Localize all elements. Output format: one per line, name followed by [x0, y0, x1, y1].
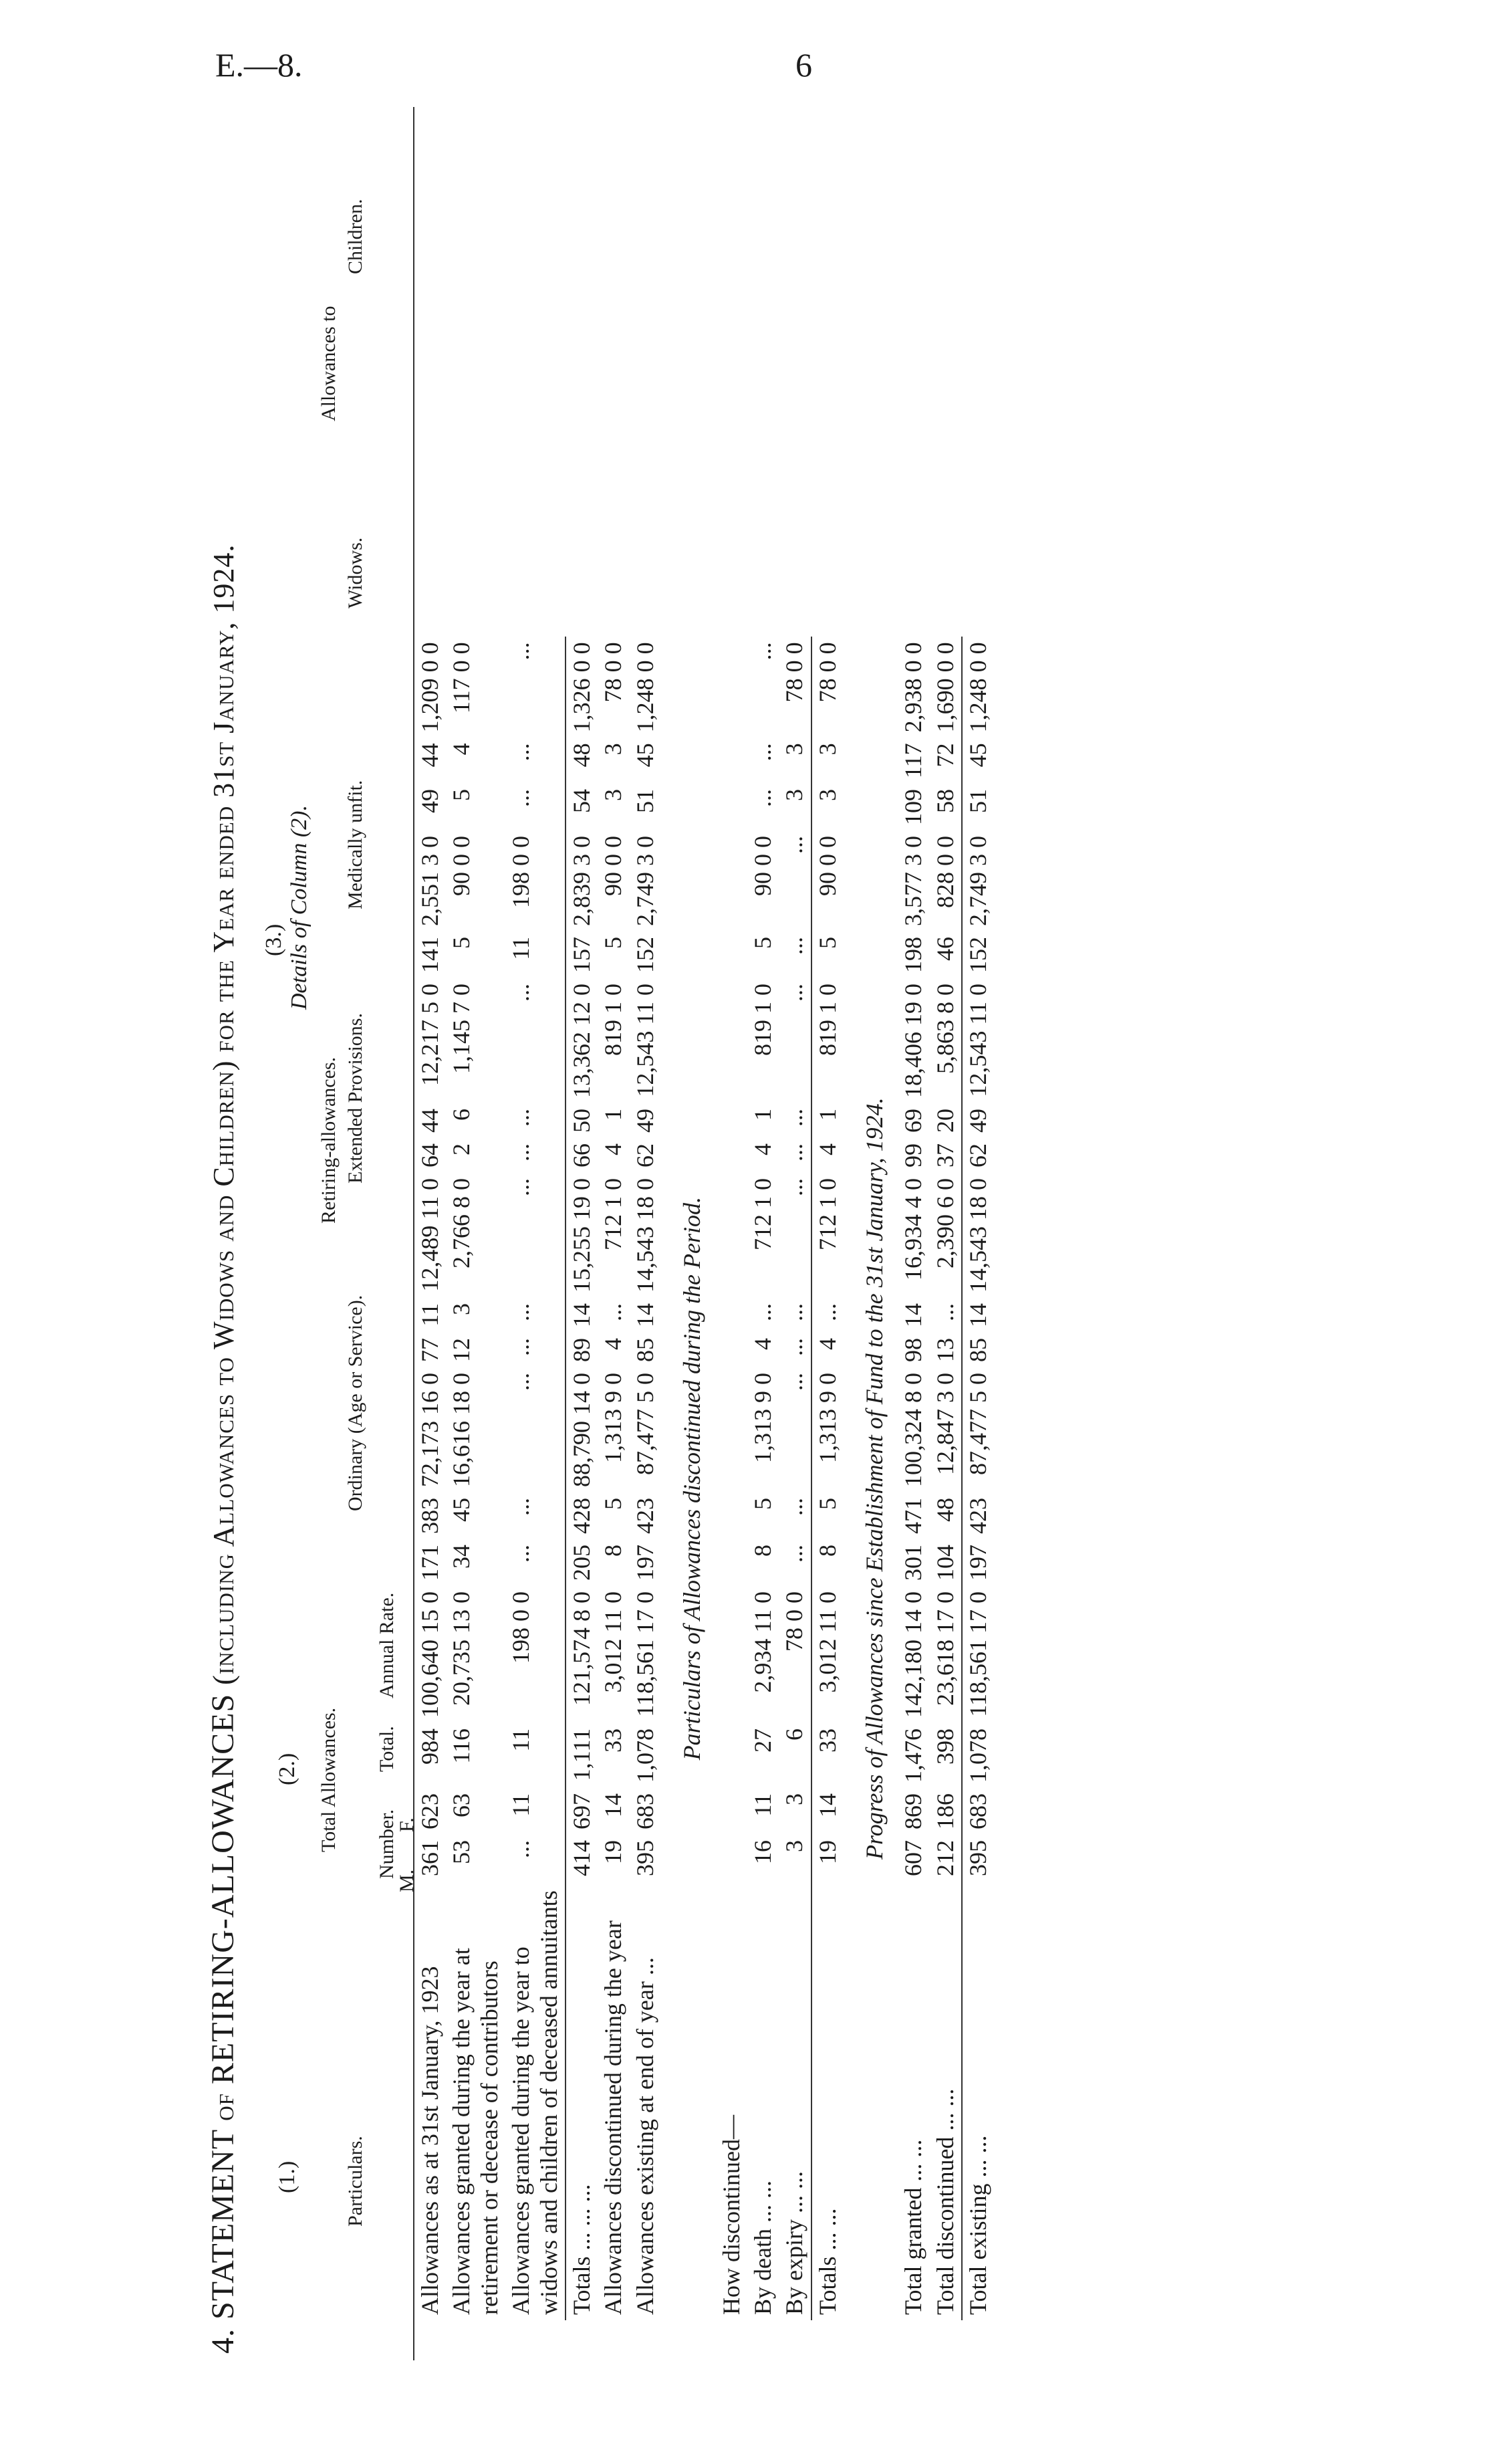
table-cell: 14: [631, 1303, 658, 1327]
table-cell: ...: [931, 1303, 959, 1321]
table-cell: ...: [749, 743, 776, 762]
table-cell: 869: [900, 1793, 927, 1829]
column-number-2: (2.): [275, 1753, 299, 1785]
table-row: [630, 637, 661, 2320]
table-cell: 49: [962, 1103, 994, 1138]
table-cell: ...: [781, 937, 808, 955]
table-cell: 99: [900, 1143, 927, 1167]
table-cell: ...: [749, 1303, 776, 1321]
table-cell: 1,313 9 0: [811, 1367, 844, 1492]
table-row: [505, 637, 566, 2320]
discontinued-heading: Particulars of Allowances discontinued during the Period.: [678, 1197, 706, 1761]
table-row: [930, 637, 962, 2320]
table-cell: 12,217 5 0: [416, 984, 443, 1086]
table-cell: 2,766 8 0: [448, 1178, 475, 1268]
table-cell: ...: [781, 984, 808, 1002]
table-cell: ...: [507, 1338, 535, 1356]
table-cell: 78 0 0: [781, 642, 808, 703]
table-cell: 4: [811, 1138, 844, 1173]
table-cell: 3: [781, 789, 808, 801]
table-cell: 87,477 5 0: [962, 1367, 994, 1492]
table-cell: 62: [631, 1143, 658, 1167]
table-cell: 69: [900, 1109, 927, 1133]
table-cell: 118,561 17 0: [631, 1591, 658, 1717]
table-cell: 1,248 0 0: [631, 642, 658, 733]
table-cell: 90 0 0: [811, 830, 844, 931]
table-cell: 142,180 14 0: [900, 1591, 927, 1718]
table-cell: 1: [600, 1109, 627, 1121]
table-cell: 100,640 15 0: [416, 1591, 443, 1718]
table-cell: ...: [781, 1498, 808, 1516]
table-cell: ...: [507, 743, 535, 762]
table-cell: 49: [631, 1109, 658, 1133]
table-cell: 117 0 0: [448, 642, 475, 713]
table-row: [598, 637, 629, 2320]
table-cell: 697: [566, 1788, 598, 1835]
table-cell: 4: [749, 1338, 776, 1350]
table-cell: 3: [811, 738, 844, 784]
table-cell: 1,078: [631, 1728, 658, 1783]
table-cell: 89: [566, 1333, 598, 1367]
table-cell: 14: [811, 1788, 844, 1835]
table-cell: 5: [749, 937, 776, 949]
table-cell: 3: [781, 1840, 808, 1852]
table-cell: 12,543 11 0: [962, 978, 994, 1103]
table-cell: 141: [416, 937, 443, 973]
table-row: [898, 637, 929, 2320]
table-cell: 13,362 12 0: [566, 978, 598, 1103]
table-cell: 121,574 8 0: [566, 1586, 598, 1723]
table-cell: 118,561 17 0: [962, 1586, 994, 1723]
table-cell: 45: [448, 1498, 475, 1522]
table-cell: 198 0 0: [507, 836, 535, 908]
total-header: Total.: [376, 1726, 398, 1772]
table-cell: ...: [507, 1840, 535, 1858]
table-cell: 98: [900, 1338, 927, 1362]
row-label: Allowances granted during the year to widows and children of deceased annuitants: [507, 1890, 562, 2315]
table-cell: 395: [631, 1840, 658, 1876]
table-cell: 1: [749, 1109, 776, 1121]
table-cell: 1,248 0 0: [962, 637, 994, 738]
table-cell: 11: [416, 1303, 443, 1327]
table-cell: ...: [600, 1303, 627, 1321]
table-cell: 2,390 6 0: [931, 1178, 959, 1268]
table-cell: 64: [416, 1143, 443, 1167]
table-cell: 6: [448, 1109, 475, 1121]
allowances-to-header: Allowances to: [318, 306, 340, 421]
table-cell: 3: [781, 1793, 808, 1805]
table-cell: 3,012 11 0: [600, 1591, 627, 1693]
row-label: Allowances discontinued during the year: [600, 1920, 627, 2315]
row-label: Total discontinued ... ...: [931, 2088, 959, 2315]
row-label: Totals ... ... ...: [566, 1882, 598, 2320]
table-row: [779, 637, 811, 2320]
table-cell: 186: [931, 1793, 959, 1829]
table-cell: 53: [448, 1840, 475, 1864]
retiring-allowances-header: Retiring-allowances.: [318, 1056, 340, 1224]
table-cell: ...: [507, 1143, 535, 1161]
table-cell: 1,209 0 0: [416, 642, 443, 733]
f-header: F.: [396, 1817, 418, 1832]
table-cell: 12,489 11 0: [416, 1178, 443, 1292]
table-cell: 11: [507, 1793, 535, 1817]
table-cell: 423: [962, 1492, 994, 1539]
table-cell: 117: [900, 743, 927, 778]
table-cell: 3: [781, 743, 808, 756]
table-cell: 152: [962, 931, 994, 978]
table-row: [747, 637, 779, 2320]
page-number: 6: [795, 46, 812, 84]
column-number-1: (1.): [275, 2160, 299, 2193]
table-cell: 197: [631, 1545, 658, 1581]
table-cell: 1,111: [566, 1723, 598, 1788]
table-cell: 16,934 4 0: [900, 1178, 927, 1280]
table-cell: 5: [600, 1498, 627, 1510]
table-cell: 62: [962, 1138, 994, 1173]
table-cell: ...: [507, 789, 535, 807]
table-cell: 11: [507, 1728, 535, 1752]
table-cell: 3: [811, 784, 844, 830]
table-cell: ...: [507, 642, 535, 661]
table-cell: 37: [931, 1143, 959, 1167]
table-cell: 12: [448, 1338, 475, 1362]
table-cell: 5: [811, 1492, 844, 1539]
table-cell: ...: [811, 1298, 844, 1333]
table-cell: 683: [962, 1788, 994, 1835]
table-cell: 11: [507, 937, 535, 960]
table-cell: ...: [749, 642, 776, 661]
table-cell: 5: [600, 937, 627, 949]
table-cell: 14,543 18 0: [631, 1178, 658, 1293]
table-row: [446, 637, 505, 2320]
progress-heading: Progress of Allowances since Establishment of Fund to the 31st January, 1924.: [861, 1097, 888, 1860]
table-cell: 3: [600, 789, 627, 801]
table-cell: 819 1 0: [600, 984, 627, 1056]
how-discontinued-label: How discontinued—: [717, 2115, 745, 2315]
table-cell: 5: [811, 931, 844, 978]
table-cell: 1,313 9 0: [749, 1373, 776, 1463]
table-cell: ...: [781, 1338, 808, 1356]
table-cell: 11: [749, 1793, 776, 1817]
table-cell: 78 0 0: [781, 1591, 808, 1652]
widows-header: Widows.: [344, 537, 366, 608]
table-cell: 13: [931, 1338, 959, 1362]
table-cell: ...: [507, 1178, 535, 1196]
table-cell: 198: [900, 937, 927, 973]
table-cell: 4: [600, 1143, 627, 1155]
table-cell: 2: [448, 1143, 475, 1155]
table-cell: 3,012 11 0: [811, 1586, 844, 1723]
table-cell: 12,847 3 0: [931, 1373, 959, 1475]
row-label: Allowances as at 31st January, 1923: [416, 1966, 443, 2315]
table-cell: 428: [566, 1492, 598, 1539]
table-cell: 34: [448, 1545, 475, 1569]
table-cell: 54: [566, 784, 598, 830]
table-total-row: [566, 637, 598, 2320]
table-cell: 44: [416, 1109, 443, 1133]
table-cell: ...: [507, 984, 535, 1002]
table-cell: 14,543 18 0: [962, 1173, 994, 1298]
table-cell: 87,477 5 0: [631, 1373, 658, 1475]
table-cell: 398: [931, 1728, 959, 1765]
table-cell: 712 1 0: [749, 1178, 776, 1250]
annual-rate-header: Annual Rate.: [376, 1592, 398, 1698]
number-header: Number.: [376, 1809, 398, 1879]
table-cell: 100,324 8 0: [900, 1373, 927, 1487]
table-cell: 1,326 0 0: [566, 637, 598, 738]
particulars-header: Particulars.: [344, 2136, 366, 2227]
table-cell: 361: [416, 1840, 443, 1876]
table-cell: ...: [781, 1109, 808, 1127]
table-cell: 85: [962, 1333, 994, 1367]
table-cell: 301: [900, 1545, 927, 1581]
table-cell: 2,749 3 0: [962, 830, 994, 931]
table-cell: 44: [416, 743, 443, 768]
table-cell: 12,543 11 0: [631, 984, 658, 1097]
table-cell: ...: [507, 1498, 535, 1516]
table-cell: 197: [962, 1539, 994, 1586]
table-cell: 14: [962, 1298, 994, 1333]
table-cell: 2,839 3 0: [566, 830, 598, 931]
table-cell: 157: [566, 931, 598, 978]
table-cell: 1,313 9 0: [600, 1373, 627, 1463]
table-cell: 104: [931, 1545, 959, 1581]
table-cell: 5: [448, 789, 475, 801]
medically-header: Medically unfit.: [344, 780, 366, 909]
table-cell: 414: [566, 1835, 598, 1882]
table-cell: 1,690 0 0: [931, 642, 959, 733]
table-cell: 20: [931, 1109, 959, 1133]
table-cell: 14: [900, 1303, 927, 1327]
table-cell: ...: [781, 1178, 808, 1196]
table-cell: 2,749 3 0: [631, 836, 658, 926]
table-cell: 90 0 0: [448, 836, 475, 896]
details-caption: Details of Column (2).: [287, 805, 311, 1010]
table-cell: 90 0 0: [600, 836, 627, 896]
table-cell: 471: [900, 1498, 927, 1534]
row-label: Total granted ... ...: [900, 2139, 927, 2315]
table-cell: 33: [811, 1723, 844, 1788]
table-cell: 984: [416, 1728, 443, 1765]
m-header: M.: [396, 1869, 418, 1892]
table-cell: 19: [600, 1840, 627, 1864]
table-cell: 205: [566, 1539, 598, 1586]
table-cell: 212: [931, 1840, 959, 1876]
table-cell: 49: [416, 789, 443, 813]
extended-header: Extended Provisions.: [344, 1013, 366, 1184]
table-cell: ...: [749, 789, 776, 807]
table-cell: 63: [448, 1793, 475, 1817]
statement-table: [414, 637, 995, 2320]
table-cell: 712 1 0: [811, 1173, 844, 1298]
table-cell: 819 1 0: [749, 984, 776, 1056]
table-cell: ...: [781, 1303, 808, 1321]
table-cell: 85: [631, 1338, 658, 1362]
row-label: Allowances granted during the year at retirement or decease of contributors: [448, 1948, 503, 2315]
table-cell: 2,551 3 0: [416, 836, 443, 926]
table-cell: 58: [931, 789, 959, 813]
table-cell: ...: [781, 1143, 808, 1161]
table-cell: 4: [749, 1143, 776, 1155]
table-cell: 8: [600, 1545, 627, 1557]
table-cell: 1: [811, 1103, 844, 1138]
row-label: By expiry ... ...: [781, 2171, 808, 2315]
row-label: Totals ... ...: [811, 1882, 844, 2320]
table-cell: 828 0 0: [931, 836, 959, 908]
table-cell: 5,863 8 0: [931, 984, 959, 1074]
table-cell: 51: [631, 789, 658, 813]
table-cell: 14: [600, 1793, 627, 1817]
table-cell: ...: [507, 1109, 535, 1127]
table-cell: 72,173 16 0: [416, 1373, 443, 1487]
table-cell: ...: [781, 1373, 808, 1391]
table-cell: 46: [931, 937, 959, 961]
table-cell: 2,934 11 0: [749, 1591, 776, 1693]
table-cell: 90 0 0: [749, 836, 776, 896]
table-cell: ...: [507, 1373, 535, 1391]
table-cell: 423: [631, 1498, 658, 1534]
table-cell: 4: [448, 743, 475, 756]
table-cell: 1,145 7 0: [448, 984, 475, 1074]
table-cell: 88,790 14 0: [566, 1367, 598, 1492]
table-cell: 16,616 18 0: [448, 1373, 475, 1487]
table-cell: 20,735 13 0: [448, 1591, 475, 1706]
table-cell: 116: [448, 1728, 475, 1764]
table-cell: ...: [781, 836, 808, 854]
table-cell: 48: [566, 738, 598, 784]
table-cell: 152: [631, 937, 658, 973]
table-cell: 50: [566, 1103, 598, 1138]
table-cell: 4: [600, 1338, 627, 1350]
table-cell: 15,255 19 0: [566, 1173, 598, 1298]
table-cell: 2,938 0 0: [900, 642, 927, 733]
table-cell: 27: [749, 1728, 776, 1753]
table-cell: 72: [931, 743, 959, 768]
rotated-table-region: [201, 100, 1297, 2360]
page-identifier: E.—8.: [215, 46, 303, 84]
table-cell: 819 1 0: [811, 978, 844, 1103]
table-cell: 23,618 17 0: [931, 1591, 959, 1706]
table-cell: 45: [631, 743, 658, 768]
table-cell: 5: [749, 1498, 776, 1510]
table-cell: 51: [962, 784, 994, 830]
row-label: Allowances existing at end of year ...: [631, 1957, 658, 2315]
table-cell: 45: [962, 738, 994, 784]
table-cell: 171: [416, 1545, 443, 1581]
table-cell: 19: [811, 1835, 844, 1882]
table-cell: 623: [416, 1793, 443, 1829]
table-cell: 3: [448, 1303, 475, 1315]
table-cell: 712 1 0: [600, 1178, 627, 1250]
table-row: [414, 637, 446, 2320]
row-label: Total existing ... ...: [962, 1882, 994, 2320]
statement-title: 4. STATEMENT of RETIRING-ALLOWANCES (including Allowances to Widows and Children) for the Year ended 31st January, 1924.: [205, 544, 241, 2354]
table-cell: 395: [962, 1835, 994, 1882]
table-cell: 607: [900, 1840, 927, 1876]
children-header: Children.: [344, 199, 366, 274]
table-cell: 3: [600, 743, 627, 756]
table-cell: 198 0 0: [507, 1591, 535, 1664]
table-cell: 78 0 0: [811, 637, 844, 738]
table-cell: 77: [416, 1338, 443, 1362]
table-cell: 66: [566, 1138, 598, 1173]
table-cell: 109: [900, 789, 927, 825]
table-cell: 683: [631, 1793, 658, 1829]
table-cell: 5: [448, 937, 475, 949]
table-cell: ...: [507, 1303, 535, 1321]
table-cell: 33: [600, 1728, 627, 1753]
table-cell: 6: [781, 1728, 808, 1741]
table-cell: 8: [811, 1539, 844, 1586]
table-cell: 3,577 3 0: [900, 836, 927, 926]
table-cell: 48: [931, 1498, 959, 1522]
column-number-3: (3.): [261, 923, 286, 956]
table-cell: 1,476: [900, 1728, 927, 1783]
total-allowances-header: Total Allowances.: [318, 1707, 340, 1852]
table-cell: ...: [781, 1545, 808, 1563]
table-total-row: [962, 637, 994, 2320]
table-cell: 14: [566, 1298, 598, 1333]
table-cell: 4: [811, 1333, 844, 1367]
table-cell: 8: [749, 1545, 776, 1557]
table-cell: 1,078: [962, 1723, 994, 1788]
table-cell: ...: [507, 1545, 535, 1563]
ordinary-header: Ordinary (Age or Service).: [344, 1295, 366, 1511]
table-cell: 78 0 0: [600, 642, 627, 703]
row-label: By death ... ...: [749, 2180, 776, 2315]
table-cell: 18,406 19 0: [900, 984, 927, 1098]
table-cell: 383: [416, 1498, 443, 1534]
table-cell: 16: [749, 1840, 776, 1864]
table-total-row: [811, 637, 844, 2320]
